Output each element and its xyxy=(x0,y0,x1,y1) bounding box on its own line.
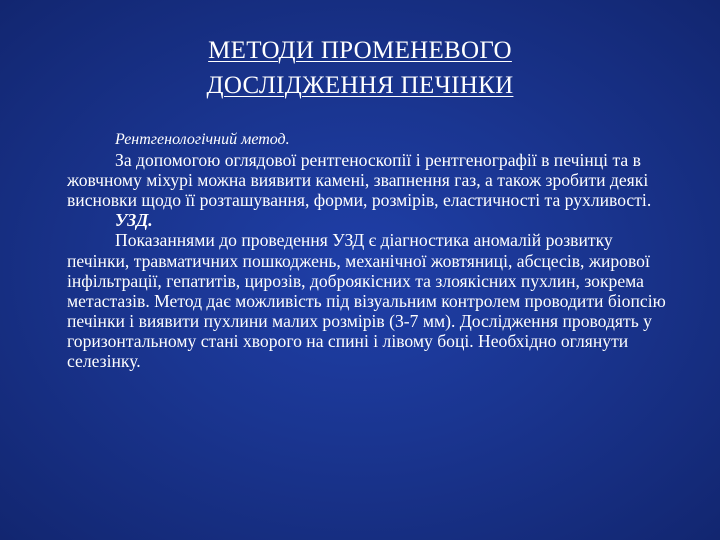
ultrasound-heading: УЗД. xyxy=(115,210,153,231)
title-line-2: ДОСЛІДЖЕННЯ ПЕЧІНКИ xyxy=(206,72,514,99)
xray-paragraph: За допомогою оглядової рентгеноскопії і рентгенографії в печінці та в жовчному міхурі можна виявити камені, звапнення газ, а також зробити деякі висновки щодо її розташування, форми, розмірів, еластичності та рухливості. xyxy=(67,150,652,211)
slide-body xyxy=(67,130,679,371)
slide-title xyxy=(0,33,720,103)
ultrasound-paragraph: Показаннями до проведення УЗД є діагностика аномалій розвитку печінки, травматичних пошкоджень, механічної жовтяниці, абсцесів, жирової інфільтрації, гепатитів, цирозів, доброякісних та злоякісних пухлин, зокрема метастазів. Метод дає можливість під візуальним контролем проводити біопсію печінки і виявити пухлини малих розмірів (3-7 мм). Дослідження проводять у горизонтальному стані хворого на спині і лівому боці. Необхідно оглянути селезінку. xyxy=(67,230,666,372)
title-line-1: МЕТОДИ ПРОМЕНЕВОГО xyxy=(208,37,512,64)
xray-heading: Рентгенологічний метод. xyxy=(115,131,290,148)
